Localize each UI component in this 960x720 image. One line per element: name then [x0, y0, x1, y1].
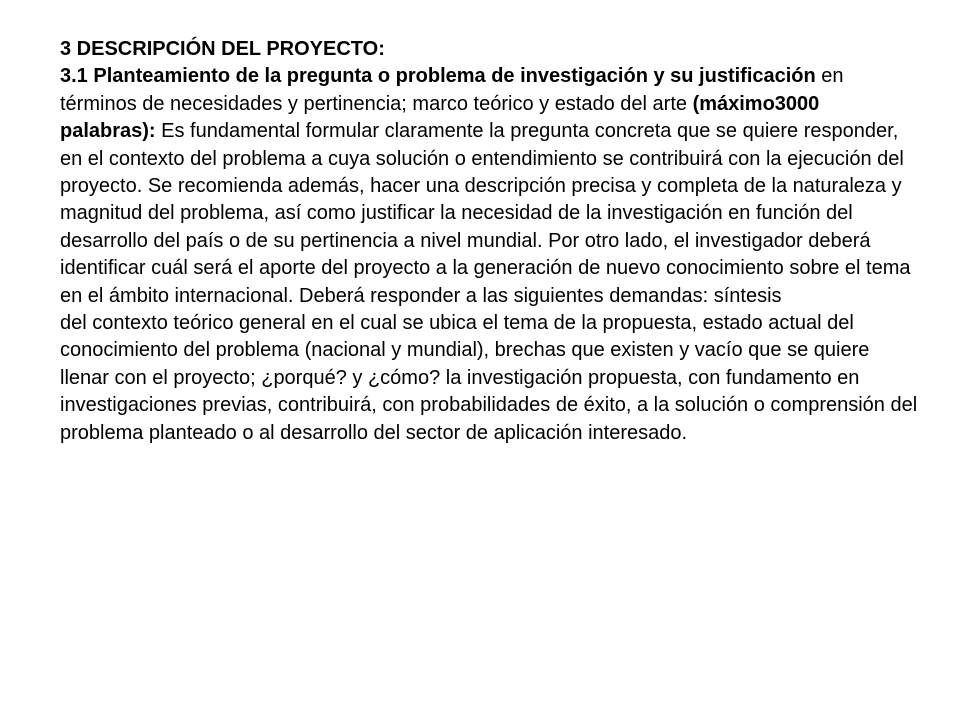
description-paragraph — [60, 63, 920, 310]
paragraph-2: del contexto teórico general en el cual se ubica el tema de la propuesta, estado actual del conocimiento del problema (nacional y mundial), brechas que existen y vacío que se quiere llenar con el proyecto; ¿porqué? y ¿cómo? la investigación propuesta, con fundamento en investigaciones previas, contribuirá, con probabilidades de éxito, a la solución o comprensión del problema planteado o al desarrollo del sector de aplicación interesado. — [60, 312, 918, 444]
subsection-title: 3.1 Planteamiento de la pregunta o problema de investigación y su justificación — [60, 65, 816, 88]
intro-text: en términos de necesidades y pertinencia; marco teórico y estado del arte — [60, 65, 844, 115]
word-limit: (máximo3000 palabras): — [60, 92, 820, 143]
paragraph-1-text: Es fundamental formular claramente la pregunta concreta que se quiere responder, en el contexto del problema a cuya solución o entendimiento se contribuirá con la ejecución del proyecto. Se recomienda además, hacer una descripción precisa y completa de la naturaleza y magnitud del problema, así como justificar la necesidad de la investigación en función del desarrollo del país o de su pertinencia a nivel mundial. Por otro lado, el investigador deberá identificar cuál será el aporte del proyecto a la generación de nuevo conocimiento sobre el tema en el ámbito internacional. Deberá responder a las siguientes demandas: síntesis — [60, 120, 911, 307]
section-title: 3 DESCRIPCIÓN DEL PROYECTO: — [60, 38, 385, 60]
document-page — [60, 36, 920, 447]
